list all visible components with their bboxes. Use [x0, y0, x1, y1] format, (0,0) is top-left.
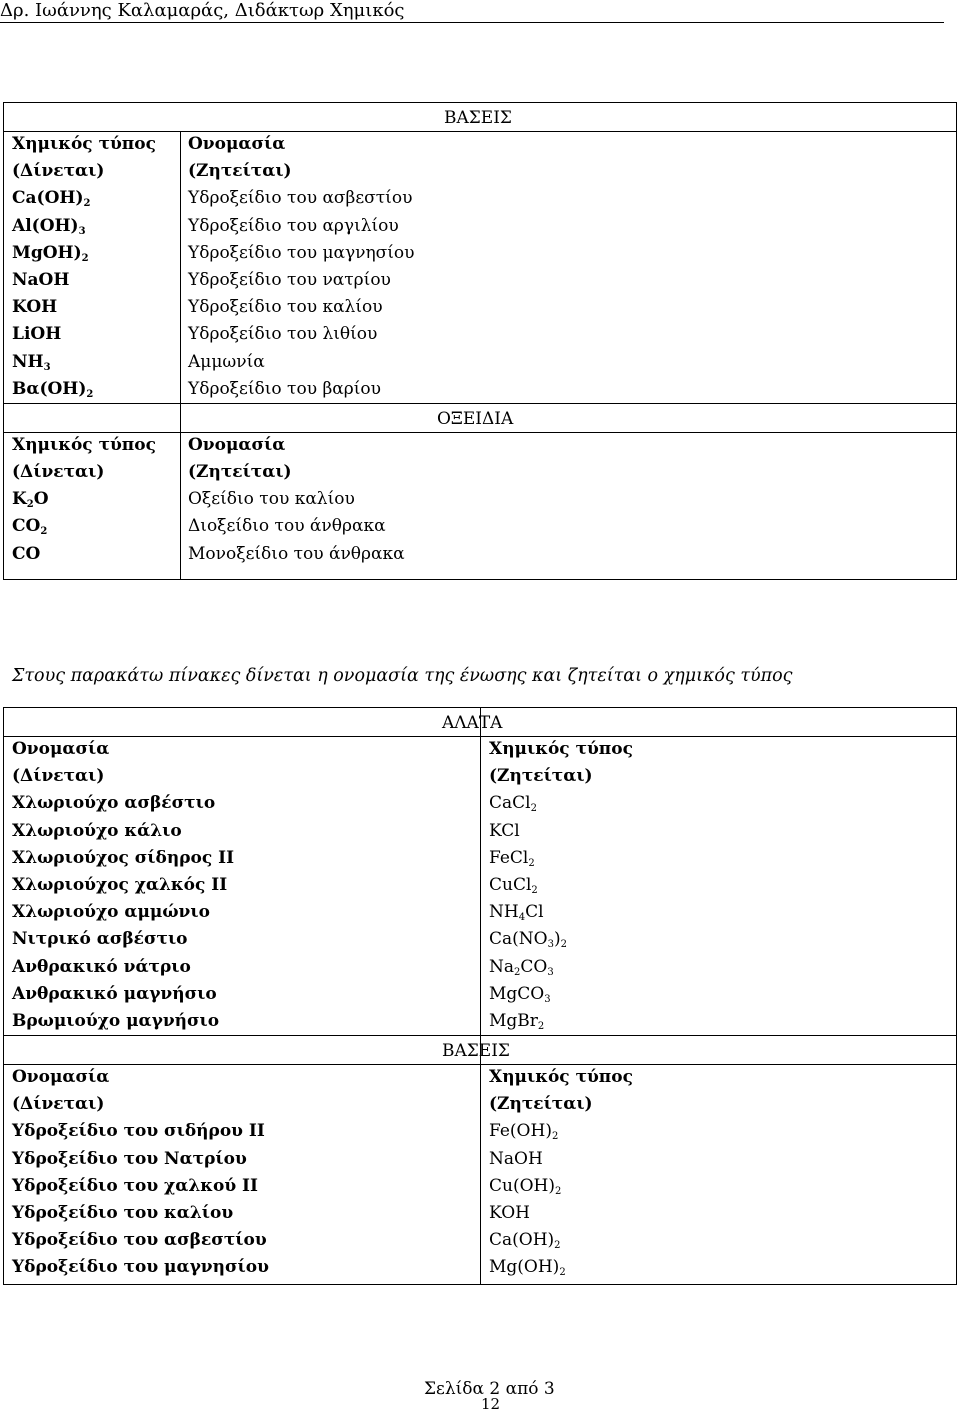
- table-row: [4, 981, 956, 1008]
- formula-cell: $Ca(OH)_2$: [489, 1230, 561, 1252]
- column-header-given: Ονομασία: [12, 739, 110, 759]
- column-header-given: (Δίνεται): [12, 462, 105, 483]
- table-row: [4, 185, 956, 212]
- name-cell: Υδροξείδιο του καλίου: [188, 297, 383, 318]
- table-row: [4, 294, 956, 321]
- column-header-given: Ονομασία: [12, 1067, 110, 1088]
- section-title: ΟΞΕΙΔΙΑ: [437, 408, 514, 429]
- table-row: [4, 1173, 956, 1200]
- name-cell: Χλωριούχο κάλιο: [12, 820, 182, 841]
- name-cell: Υδροξείδιο του σιδήρου ΙΙ: [12, 1121, 265, 1142]
- name-cell: Νιτρικό ασβέστιο: [12, 929, 188, 950]
- column-header-given: Χημικός τύπος: [12, 434, 156, 455]
- formula-cell: $MgOH)_2$: [12, 242, 89, 264]
- row-divider: [4, 1064, 956, 1065]
- formula-cell: KOH: [489, 1203, 531, 1223]
- formula-cell: $Ca(NO_3)_2$: [489, 929, 567, 951]
- name-cell: Υδροξείδιο του καλίου: [12, 1203, 234, 1223]
- name-cell: Υδροξείδιο του μαγνησίου: [12, 1257, 269, 1278]
- intro-instruction: Στους παρακάτω πίνακες δίνεται η ονομασία της ένωσης και ζητείται ο χημικός τύπος: [12, 666, 793, 686]
- formula-cell: $Mg(OH)_2$: [489, 1257, 566, 1279]
- table-row: [4, 1118, 956, 1145]
- name-cell: Χλωριούχος σίδηρος ΙΙ: [12, 847, 235, 868]
- formula-cell: NaOH: [12, 269, 70, 290]
- table-row: [4, 954, 956, 981]
- table-row: [4, 1227, 956, 1254]
- formula-cell: CaCl$_2$: [489, 793, 537, 815]
- formula-cell: $Cu(OH)_2$: [489, 1175, 562, 1197]
- table-row: [4, 790, 956, 817]
- column-header-row: [4, 432, 956, 459]
- formula-cell: CuCl$_2$: [489, 874, 538, 896]
- column-header-row: [4, 736, 956, 763]
- column-header-asked: Ονομασία: [188, 134, 286, 154]
- section-title-row: [4, 708, 956, 736]
- row-divider: [4, 736, 956, 737]
- name-cell: Υδροξείδιο του βαρίου: [188, 378, 381, 399]
- formula-cell: MgBr$_2$: [489, 1010, 545, 1032]
- formula-cell: $K_2O$: [12, 489, 49, 511]
- table-row: [4, 513, 956, 540]
- table-row: [4, 213, 956, 240]
- formula-cell: KOH: [12, 297, 58, 318]
- name-cell: Ανθρακικό νάτριο: [12, 956, 191, 977]
- column-header-asked: (Ζητείται): [188, 462, 292, 483]
- name-cell: Υδροξείδιο του αργιλίου: [188, 215, 399, 236]
- table-row: [4, 267, 956, 294]
- name-cell: Υδροξείδιο του μαγνησίου: [188, 242, 415, 263]
- table-row: [4, 872, 956, 899]
- formula-cell: $CO_2$: [12, 516, 48, 538]
- column-header-asked: (Ζητείται): [188, 161, 292, 182]
- name-cell: Χλωριούχος χαλκός ΙΙ: [12, 874, 228, 895]
- column-header-row: [4, 459, 956, 486]
- formula-cell: LiOH: [12, 324, 62, 345]
- formula-cell: $B\alpha(OH)_2$: [12, 378, 94, 400]
- section-title: ΒΑΣΕΙΣ: [444, 108, 512, 128]
- name-cell: Υδροξείδιο του ασβεστίου: [188, 188, 413, 209]
- formula-cell: $NH_3$: [12, 351, 51, 373]
- section-title-row: [4, 103, 956, 131]
- table-row: [4, 321, 956, 348]
- name-cell: Χλωριούχο αμμώνιο: [12, 902, 210, 923]
- table-row: [4, 486, 956, 513]
- formula-cell: MgCO$_3$: [489, 983, 551, 1005]
- table-salts-bases: [3, 707, 957, 1285]
- section-title-row: [4, 1036, 956, 1064]
- formula-cell: CO: [12, 543, 41, 564]
- name-cell: Υδροξείδιο του χαλκού ΙΙ: [12, 1175, 258, 1196]
- formula-cell: FeCl$_2$: [489, 847, 535, 869]
- column-header-row: [4, 1091, 956, 1118]
- name-cell: Οξείδιο του καλίου: [188, 489, 355, 510]
- name-cell: Αμμωνία: [188, 351, 265, 372]
- table-row: [4, 1254, 956, 1281]
- name-cell: Διοξείδιο του άνθρακα: [188, 516, 386, 537]
- column-header-asked: (Ζητείται): [489, 766, 593, 787]
- formula-cell: KCl: [489, 820, 520, 841]
- column-header-given: (Δίνεται): [12, 1094, 105, 1115]
- formula-cell: $Na_2CO_3$: [489, 956, 554, 978]
- column-header-asked: (Ζητείται): [489, 1094, 593, 1115]
- table-row: [4, 899, 956, 926]
- column-header-given: (Δίνεται): [12, 161, 105, 182]
- author-header: Δρ. Ιωάννης Καλαμαράς, Διδάκτωρ Χημικός: [0, 0, 405, 21]
- name-cell: Βρωμιούχο μαγνήσιο: [12, 1010, 220, 1031]
- column-header-row: [4, 158, 956, 185]
- table-row: [4, 1008, 956, 1035]
- column-header-given: (Δίνεται): [12, 766, 105, 787]
- table-row: [4, 541, 956, 568]
- table-row: [4, 376, 956, 403]
- formula-cell: $Al(OH)_3$: [12, 215, 86, 237]
- column-header-row: [4, 1064, 956, 1091]
- name-cell: Ανθρακικό μαγνήσιο: [12, 983, 217, 1004]
- column-header-asked: Ονομασία: [188, 434, 286, 455]
- table-bases-oxides: [3, 102, 957, 580]
- name-cell: Υδροξείδιο του Νατρίου: [12, 1148, 247, 1169]
- column-header-given: Χημικός τύπος: [12, 134, 156, 154]
- name-cell: Υδροξείδιο του ασβεστίου: [12, 1230, 267, 1251]
- section-title: ΒΑΣΕΙΣ: [442, 1041, 510, 1062]
- column-header-row: [4, 763, 956, 790]
- table-row: [4, 349, 956, 376]
- name-cell: Χλωριούχο ασβέστιο: [12, 793, 216, 814]
- formula-cell: $Ca(OH)_2$: [12, 188, 91, 210]
- column-header-asked: Χημικός τύπος: [489, 1067, 633, 1088]
- formula-cell: NaOH: [489, 1148, 543, 1169]
- page-number: 12: [481, 1395, 501, 1413]
- table-row: [4, 1146, 956, 1173]
- table-row: [4, 240, 956, 267]
- formula-cell: $NH_4Cl$: [489, 902, 544, 924]
- page-label: Σελίδα 2 από 3: [424, 1379, 555, 1399]
- name-cell: Υδροξείδιο του νατρίου: [188, 269, 391, 290]
- column-header-asked: Χημικός τύπος: [489, 739, 633, 759]
- section-title: ΑΛΑΤΑ: [442, 713, 503, 733]
- column-header-row: [4, 131, 956, 158]
- table-row: [4, 926, 956, 953]
- table-row: [4, 1200, 956, 1227]
- table-row: [4, 845, 956, 872]
- name-cell: Μονοξείδιο του άνθρακα: [188, 543, 405, 564]
- name-cell: Υδροξείδιο του λιθίου: [188, 324, 378, 345]
- formula-cell: $Fe(OH)_2$: [489, 1121, 559, 1143]
- table-row: [4, 818, 956, 845]
- section-title-row: [4, 404, 956, 432]
